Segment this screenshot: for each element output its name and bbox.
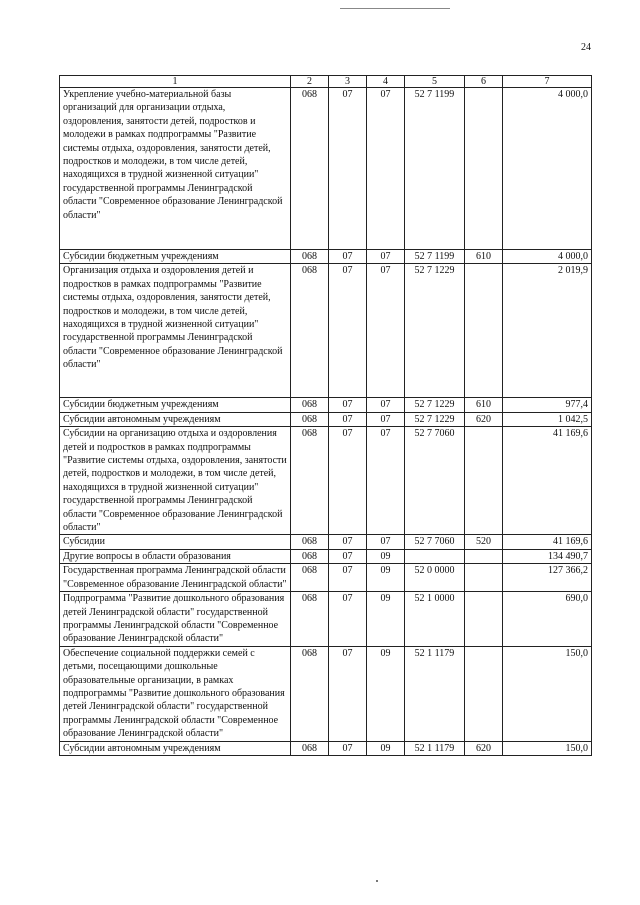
target-cell: 52 7 7060 [405, 427, 465, 535]
section-cell: 07 [329, 264, 367, 398]
table-row [60, 412, 592, 426]
section-cell: 07 [329, 412, 367, 426]
code-cell: 068 [291, 564, 329, 592]
type-cell [465, 564, 503, 592]
type-cell [465, 427, 503, 535]
table-row [60, 535, 592, 549]
code-cell: 068 [291, 592, 329, 647]
type-cell: 610 [465, 398, 503, 412]
subsection-cell: 07 [367, 88, 405, 250]
amount-cell: 4 000,0 [503, 88, 592, 250]
budget-table [59, 75, 592, 756]
header-cell: 1 [60, 76, 291, 88]
amount-cell: 150,0 [503, 646, 592, 741]
target-cell: 52 1 1179 [405, 646, 465, 741]
table-row [60, 564, 592, 592]
amount-cell: 134 490,7 [503, 549, 592, 563]
target-cell: 52 7 7060 [405, 535, 465, 549]
type-cell: 610 [465, 250, 503, 264]
subsection-cell: 07 [367, 264, 405, 398]
header-cell: 3 [329, 76, 367, 88]
row-name: Организация отдыха и оздоровления детей и подростков в рамках подпрограммы "Развитие системы отдыха, оздоровления, занятости детей, подростков и молодежи, в том числе детей, находящихся в трудной жизненной ситуации" государственной программы Ленинградской области "Современное образование Ленинградской области" [60, 264, 291, 398]
type-cell [465, 549, 503, 563]
type-cell [465, 592, 503, 647]
amount-cell: 2 019,9 [503, 264, 592, 398]
row-name: Государственная программа Ленинградской области "Современное образование Ленинградской области" [60, 564, 291, 592]
target-cell: 52 7 1199 [405, 250, 465, 264]
type-cell: 620 [465, 741, 503, 755]
table-row [60, 264, 592, 398]
header-cell: 4 [367, 76, 405, 88]
top-rule [340, 8, 450, 9]
type-cell [465, 88, 503, 250]
type-cell: 520 [465, 535, 503, 549]
subsection-cell: 09 [367, 592, 405, 647]
row-name: Субсидии автономным учреждениям [60, 412, 291, 426]
row-name: Подпрограмма "Развитие дошкольного образования детей Ленинградской области" государственной программы Ленинградской области "Современное образование Ленинградской области" [60, 592, 291, 647]
subsection-cell: 07 [367, 427, 405, 535]
target-cell: 52 7 1229 [405, 412, 465, 426]
code-cell: 068 [291, 549, 329, 563]
type-cell [465, 264, 503, 398]
scan-dot [376, 880, 378, 882]
amount-cell: 4 000,0 [503, 250, 592, 264]
row-name: Укрепление учебно-материальной базы организаций для организации отдыха, оздоровления, занятости детей, подростков и молодежи в рамках подпрограммы "Развитие системы отдыха, оздоровления, занятости детей, подростков и молодежи, в том числе детей, находящихся в трудной жизненной ситуации" государственной программы Ленинградской области "Современное образование Ленинградской области" [60, 88, 291, 250]
code-cell: 068 [291, 250, 329, 264]
section-cell: 07 [329, 398, 367, 412]
subsection-cell: 09 [367, 564, 405, 592]
table-row [60, 741, 592, 755]
section-cell: 07 [329, 592, 367, 647]
amount-cell: 41 169,6 [503, 427, 592, 535]
header-cell: 6 [465, 76, 503, 88]
amount-cell: 1 042,5 [503, 412, 592, 426]
code-cell: 068 [291, 741, 329, 755]
header-cell: 2 [291, 76, 329, 88]
row-name: Субсидии на организацию отдыха и оздоровления детей и подростков в рамках подпрограммы "Развитие системы отдыха, оздоровления, занятости детей, подростков и молодежи, в том числе детей, находящихся в трудной жизненной ситуации" государственной программы Ленинградской области "Современное образование Ленинградской области" [60, 427, 291, 535]
table-row [60, 646, 592, 741]
page-number: 24 [581, 42, 591, 53]
section-cell: 07 [329, 427, 367, 535]
table-row [60, 398, 592, 412]
section-cell: 07 [329, 646, 367, 741]
table-row [60, 88, 592, 250]
subsection-cell: 09 [367, 646, 405, 741]
header-cell: 7 [503, 76, 592, 88]
code-cell: 068 [291, 427, 329, 535]
table-row [60, 427, 592, 535]
amount-cell: 127 366,2 [503, 564, 592, 592]
target-cell: 52 7 1229 [405, 264, 465, 398]
target-cell [405, 549, 465, 563]
subsection-cell: 09 [367, 549, 405, 563]
subsection-cell: 07 [367, 398, 405, 412]
header-cell: 5 [405, 76, 465, 88]
section-cell: 07 [329, 88, 367, 250]
code-cell: 068 [291, 646, 329, 741]
table-row [60, 549, 592, 563]
subsection-cell: 07 [367, 412, 405, 426]
amount-cell: 150,0 [503, 741, 592, 755]
section-cell: 07 [329, 564, 367, 592]
row-name: Субсидии [60, 535, 291, 549]
target-cell: 52 7 1229 [405, 398, 465, 412]
amount-cell: 41 169,6 [503, 535, 592, 549]
target-cell: 52 1 1179 [405, 741, 465, 755]
amount-cell: 690,0 [503, 592, 592, 647]
table-row [60, 592, 592, 647]
row-name: Субсидии бюджетным учреждениям [60, 250, 291, 264]
code-cell: 068 [291, 88, 329, 250]
section-cell: 07 [329, 741, 367, 755]
row-name: Субсидии бюджетным учреждениям [60, 398, 291, 412]
target-cell: 52 7 1199 [405, 88, 465, 250]
row-name: Другие вопросы в области образования [60, 549, 291, 563]
header-row [60, 76, 592, 88]
section-cell: 07 [329, 250, 367, 264]
subsection-cell: 07 [367, 535, 405, 549]
code-cell: 068 [291, 398, 329, 412]
row-name: Субсидии автономным учреждениям [60, 741, 291, 755]
code-cell: 068 [291, 412, 329, 426]
code-cell: 068 [291, 264, 329, 398]
row-name: Обеспечение социальной поддержки семей с детьми, посещающими дошкольные образовательные организации, в рамках подпрограммы "Развитие дошкольного образования детей Ленинградской области" государственной программы Ленинградской области "Современное образование Ленинградской области" [60, 646, 291, 741]
type-cell [465, 646, 503, 741]
type-cell: 620 [465, 412, 503, 426]
table-row [60, 250, 592, 264]
section-cell: 07 [329, 535, 367, 549]
subsection-cell: 07 [367, 250, 405, 264]
subsection-cell: 09 [367, 741, 405, 755]
section-cell: 07 [329, 549, 367, 563]
amount-cell: 977,4 [503, 398, 592, 412]
target-cell: 52 0 0000 [405, 564, 465, 592]
code-cell: 068 [291, 535, 329, 549]
target-cell: 52 1 0000 [405, 592, 465, 647]
